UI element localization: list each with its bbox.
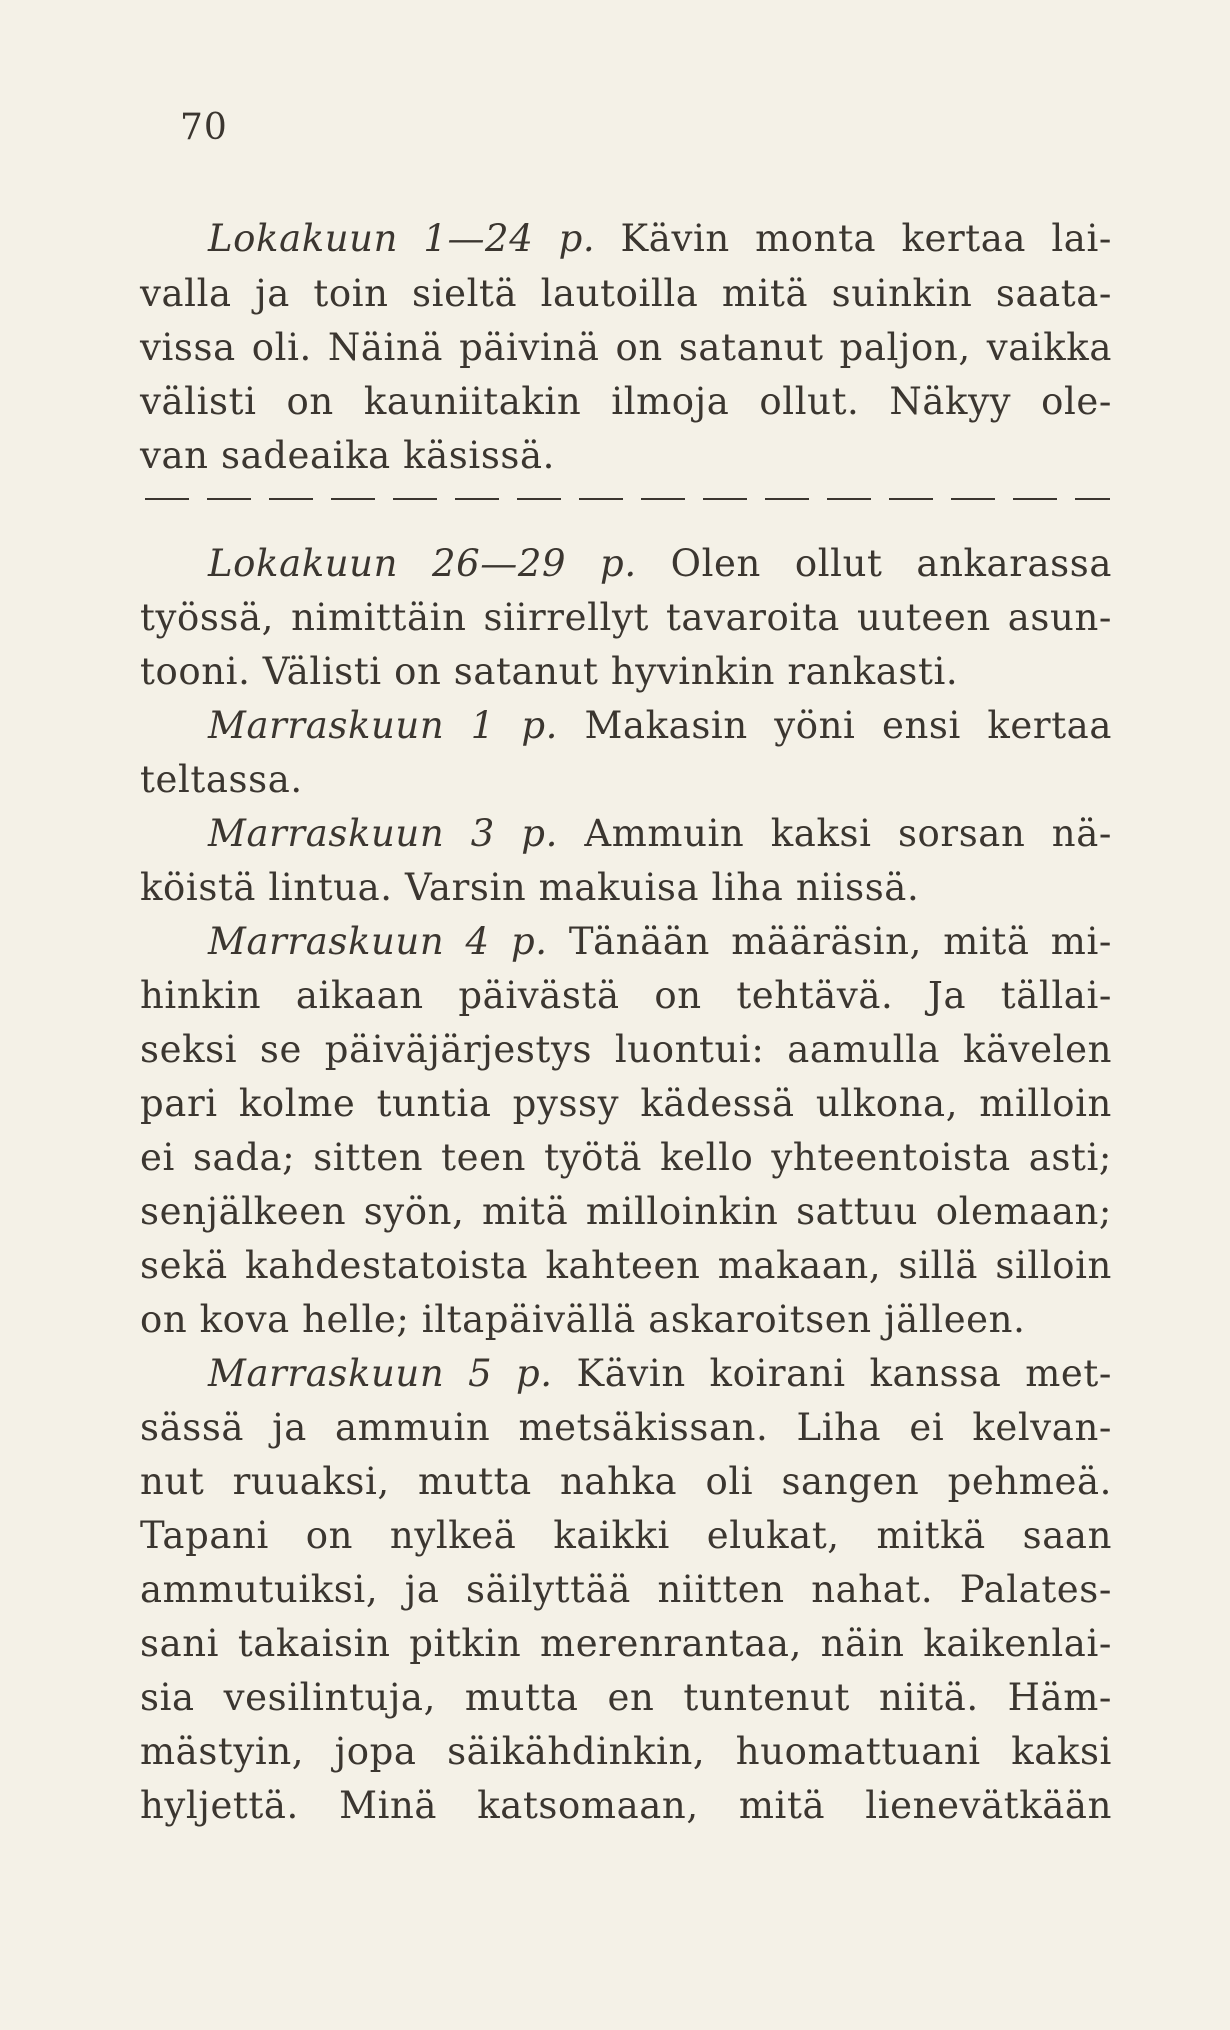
text-line: senjälkeen syön, mitä milloinkin sattuu olemaan; xyxy=(140,1190,1112,1233)
diary-date: Marraskuun 5 p. xyxy=(208,1352,553,1395)
diary-date: Marraskuun 4 p. xyxy=(208,920,548,963)
text-line: Lokakuun 1—24 p. Kävin monta kertaa lai- xyxy=(208,217,1112,260)
text-line: sia vesilintuja, mutta en tuntenut niitä. Häm- xyxy=(140,1676,1112,1719)
text-line: Lokakuun 26—29 p. Olen ollut ankarassa xyxy=(208,542,1112,585)
text-line: vissa oli. Näinä päivinä on satanut paljon, vaikka xyxy=(140,326,1112,369)
text-line: Marraskuun 1 p. Makasin yöni ensi kertaa xyxy=(208,704,1112,747)
text-line: ei sada; sitten teen työtä kello yhteentoista asti; xyxy=(140,1136,1112,1179)
diary-date: Marraskuun 3 p. xyxy=(208,812,558,855)
text-line: tooni. Välisti on satanut hyvinkin rankasti. xyxy=(140,650,959,693)
text-line: teltassa. xyxy=(140,758,303,801)
text-line: on kova helle; iltapäivällä askaroitsen jälleen. xyxy=(140,1298,1026,1341)
text-line: ammutuiksi, ja säilyttää niitten nahat. Palates- xyxy=(140,1568,1112,1611)
section-divider xyxy=(145,498,1110,500)
text-line: hinkin aikaan päivästä on tehtävä. Ja tällai- xyxy=(140,974,1112,1017)
text-line: valla ja toin sieltä lautoilla mitä suinkin saata- xyxy=(140,272,1112,315)
text-line: Tapani on nylkeä kaikki elukat, mitkä saan xyxy=(140,1514,1112,1557)
diary-date: Lokakuun 26—29 p. xyxy=(208,542,637,585)
text-line: välisti on kauniitakin ilmoja ollut. Näkyy ole- xyxy=(140,380,1112,423)
text-line: köistä lintua. Varsin makuisa liha niissä. xyxy=(140,866,920,909)
text-line: sani takaisin pitkin merenrantaa, näin kaikenlai- xyxy=(140,1622,1112,1665)
text-line: van sadeaika käsissä. xyxy=(140,434,556,477)
text-line: hyljettä. Minä katsomaan, mitä lienevätkään xyxy=(140,1784,1112,1827)
text-line: mästyin, jopa säikähdinkin, huomattuani kaksi xyxy=(140,1730,1112,1773)
text-line: pari kolme tuntia pyssy kädessä ulkona, milloin xyxy=(140,1082,1112,1125)
diary-date: Lokakuun 1—24 p. xyxy=(208,217,596,260)
text-line: sässä ja ammuin metsäkissan. Liha ei kelvan- xyxy=(140,1406,1112,1449)
text-line: nut ruuaksi, mutta nahka oli sangen pehmeä. xyxy=(140,1460,1112,1503)
text-line: sekä kahdestatoista kahteen makaan, sillä silloin xyxy=(140,1244,1112,1287)
text-line: Marraskuun 5 p. Kävin koirani kanssa met- xyxy=(208,1352,1112,1395)
page-number: 70 xyxy=(180,107,228,148)
text-line: seksi se päiväjärjestys luontui: aamulla kävelen xyxy=(140,1028,1112,1071)
diary-date: Marraskuun 1 p. xyxy=(208,704,559,747)
text-line: työssä, nimittäin siirrellyt tavaroita uuteen asun- xyxy=(140,596,1112,639)
text-line: Marraskuun 3 p. Ammuin kaksi sorsan nä- xyxy=(208,812,1112,855)
text-line: Marraskuun 4 p. Tänään määräsin, mitä mi- xyxy=(208,920,1112,963)
